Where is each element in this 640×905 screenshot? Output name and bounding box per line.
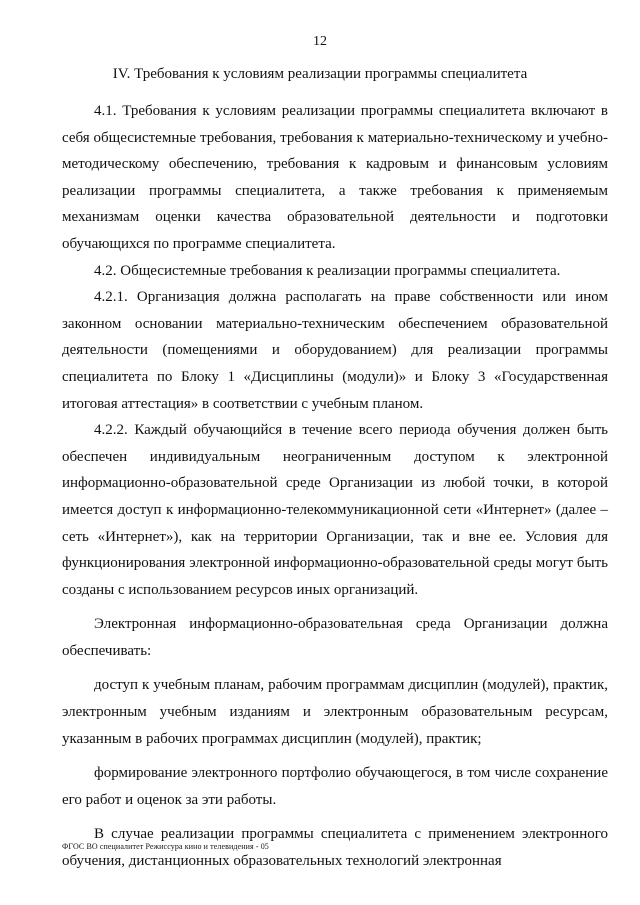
paragraph-portfolio: формирование электронного портфолио обучающегося, в том числе сохранение его работ и оценок за эти работы.	[62, 765, 608, 808]
paragraph-eios: Электронная информационно-образовательная среда Организации должна обеспечивать:	[62, 616, 608, 659]
page-number: 12	[313, 34, 327, 49]
footer-text: ФГОС ВО специалитет Режиссура кино и телевидения - 05	[62, 842, 269, 851]
document-body	[62, 98, 608, 875]
paragraph-4-2: 4.2. Общесистемные требования к реализации программы специалитета.	[94, 262, 561, 279]
paragraph-access: доступ к учебным планам, рабочим программам дисциплин (модулей), практик, электронным учебным изданиям и электронным образовательным ресурсам, указанным в рабочих программах дисциплин (модулей), практик;	[62, 677, 608, 747]
paragraph-4-1: 4.1. Требования к условиям реализации программы специалитета включают в себя общесистемные требования, требования к материально-техническому и учебно-методическому обеспечению, требования к кадровым и финансовым условиям реализации программы специалитета, а также требования к применяемым механизмам оценки качества образовательной деятельности и подготовки обучающихся по программе специалитета.	[62, 103, 608, 252]
section-title: IV. Требования к условиям реализации программы специалитета	[112, 66, 528, 82]
paragraph-e-learning: В случае реализации программы специалитета с применением электронного обучения, дистанционных образовательных технологий электронная	[62, 826, 608, 870]
paragraph-4-2-2: 4.2.2. Каждый обучающийся в течение всего периода обучения должен быть обеспечен индивидуальным неограниченным доступом к электронной информационно-образовательной среде Организации из любой точки, в которой имеется доступ к информационно-телекоммуникационной сети «Интернет» (далее – сеть «Интернет»), как на территории Организации, так и вне ее. Условия для функционирования электронной информационно-образовательной среды могут быть созданы с использованием ресурсов иных организаций.	[62, 422, 608, 598]
paragraph-4-2-1: 4.2.1. Организация должна располагать на праве собственности или ином законном основании материально-техническим обеспечением образовательной деятельности (помещениями и оборудованием) для реализации программы специалитета по Блоку 1 «Дисциплины (модули)» и Блоку 3 «Государственная итоговая аттестация» в соответствии с учебным планом.	[62, 289, 608, 412]
